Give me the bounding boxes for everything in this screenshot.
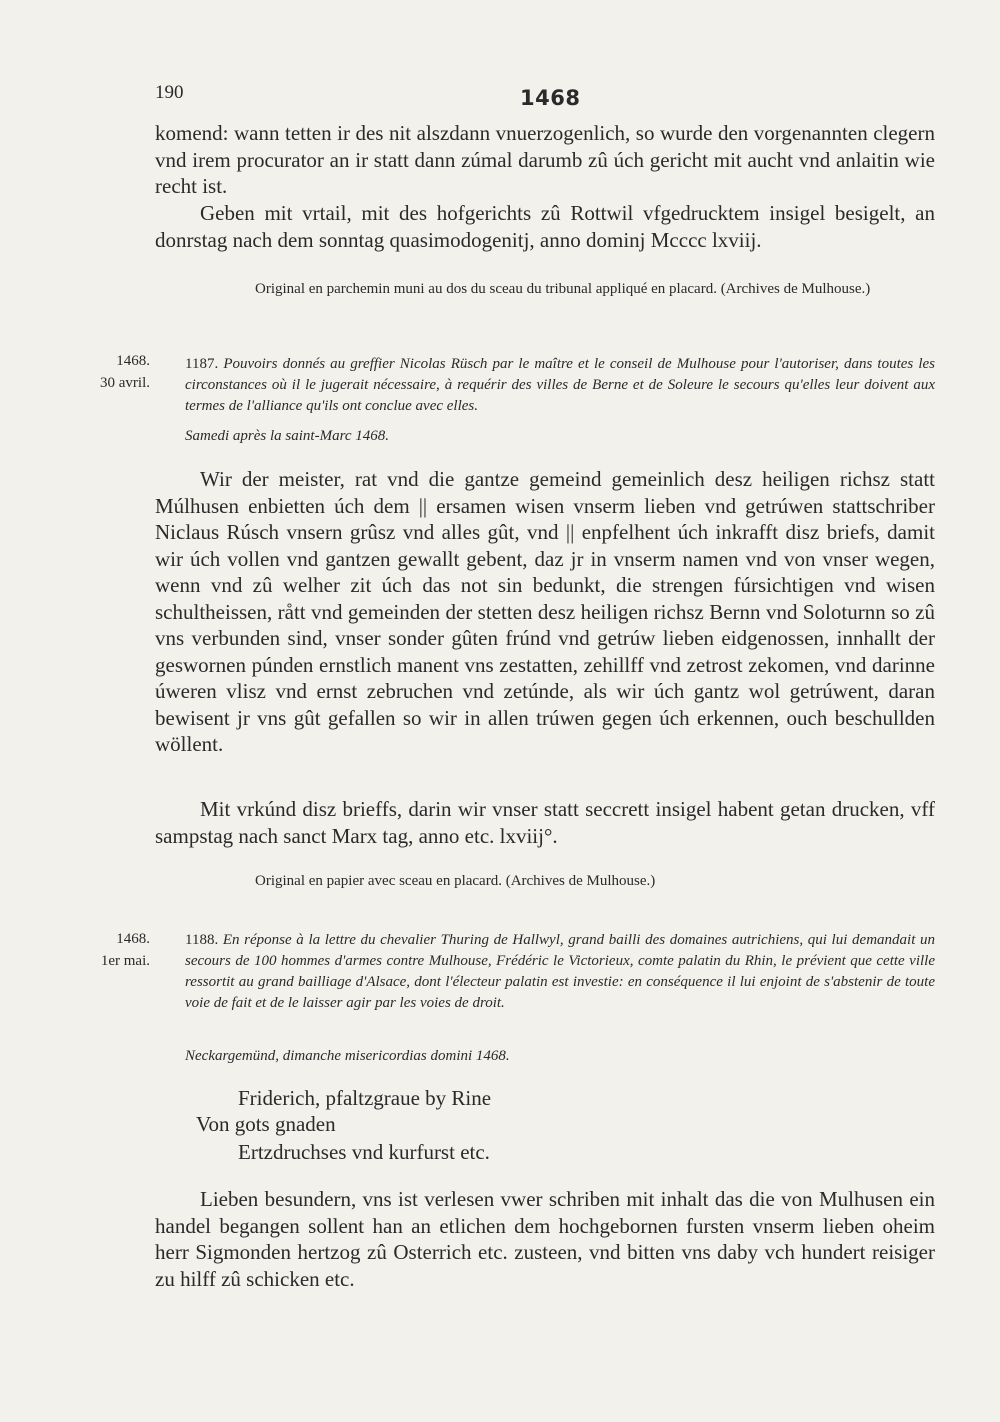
paragraph-continuation: komend: wann tetten ir des nit alszdann vnuerzogenlich, so wurde den vorgenannten clegern vnd irem procurator an ir statt dann zúmal darumb zû úch gericht mit aucht vnd anlaitin wie recht ist. bbox=[155, 121, 935, 198]
salutation-line: Von gots gnaden bbox=[196, 1112, 336, 1136]
entry-summary-text: Pouvoirs donnés au greffier Nicolas Rüsch par le maître et le conseil de Mulhouse pour l'autoriser, dans toutes les circonstances où il le jugerait nécessaire, à requérir des villes de Berne et de Soleure le secours qu'elles leur doivent aux termes de l'alliance qu'ils ont conclue avec elles. bbox=[185, 356, 936, 414]
margin-year: 1468. bbox=[116, 353, 150, 369]
letter-text: Lieben besundern, vns ist verlesen vwer schriben mit inhalt das die von Mulhusen ein handel begangen sollent han an etlichen dem hochgebornen fursten vnserm lieben oheim herr Sigmonden hertzog zû Osterrich etc. zusteen, vnd bitten vns daby vch hundert reisiger zu hilff zû schicken etc. bbox=[155, 1187, 935, 1291]
page-number: 190 bbox=[155, 82, 184, 103]
entry-number: 1187. bbox=[185, 356, 219, 372]
entry-summary-text: En réponse à la lettre du chevalier Thuring de Hallwyl, grand bailli des domaines autrichiens, qui lui demandait un secours de 100 hommes d'armes contre Mulhouse, Frédéric le Victorieux, comte palatin du Rhin, le prévient que cette ville ressortit au grand bailliage d'Alsace, dont l'électeur palatin est investie: en conséquence il lui enjoint de s'abstenir de toute voie de fait et de le laisser agir par les voies de droit. bbox=[185, 932, 936, 1011]
margin-year: 1468. bbox=[116, 931, 150, 947]
entry-number: 1188. bbox=[185, 932, 219, 948]
salutation-line: Ertzdruchses vnd kurfurst etc. bbox=[238, 1140, 490, 1164]
margin-date bbox=[80, 928, 150, 972]
entry-date: Samedi après la saint-Marc 1468. bbox=[185, 428, 390, 444]
archival-note: Original en parchemin muni au dos du sceau du tribunal appliqué en placard. (Archives de Mulhouse.) bbox=[255, 281, 871, 297]
entry-date: Neckargemünd, dimanche misericordias domini 1468. bbox=[185, 1048, 510, 1064]
charter-closing: Mit vrkúnd disz brieffs, darin wir vnser statt seccrett insigel habent getan drucken, vff sampstag nach sanct Marx tag, anno etc. lxviij°. bbox=[155, 797, 935, 848]
margin-date bbox=[80, 350, 150, 394]
salutation-line: Friderich, pfaltzgraue by Rine bbox=[238, 1086, 492, 1110]
running-header-year: 1468 bbox=[520, 86, 581, 110]
margin-day: 1er mai. bbox=[100, 953, 150, 969]
charter-text: Wir der meister, rat vnd die gantze gemeind gemeinlich desz heiligen richsz statt Múlhusen enbietten úch dem || ersamen wisen vnserm lieben vnd getrúwen stattschriber Niclaus Rúsch vnsern grûsz vnd alles gût, vnd || enpfelhent úch inkrafft disz briefs, damit wir úch vollen vnd gantzen gewallt gebent, daz jr in vnserm namen vnd von vnser wegen, wenn vnd zû welher zit úch das not sin bedunkt, die strengen fúrsichtigen vnd wisen schultheissen, rått vnd gemeinden der stetten desz heiligen richsz Bernn vnd Soloturnn so zû vns verbunden sind, vnser sonder gûten frúnd vnd getrúw lieben eidgenossen, innhallt der geswornen púnden ernstlich manent vns zestatten, zehillff vnd zetrost zekomen, vnd darinne úweren vlisz vnd ernst zebruchen vnd zetúnde, als wir úch gantz wol getrúwent, daran bewisent jr vns gût gefallen so wir in allen trúwen gegen úch erkennen, ouch beschullden wöllent. bbox=[155, 467, 935, 756]
paragraph-dating-clause: Geben mit vrtail, mit des hofgerichts zû Rottwil vfgedrucktem insigel besigelt, an donrstag nach dem sonntag quasimodogenitj, anno dominj Mcccc lxviij. bbox=[155, 201, 935, 252]
archival-note: Original en papier avec sceau en placard. (Archives de Mulhouse.) bbox=[255, 873, 656, 889]
margin-day: 30 avril. bbox=[100, 375, 150, 391]
entry-summary bbox=[185, 354, 935, 417]
entry-summary bbox=[185, 930, 935, 1014]
